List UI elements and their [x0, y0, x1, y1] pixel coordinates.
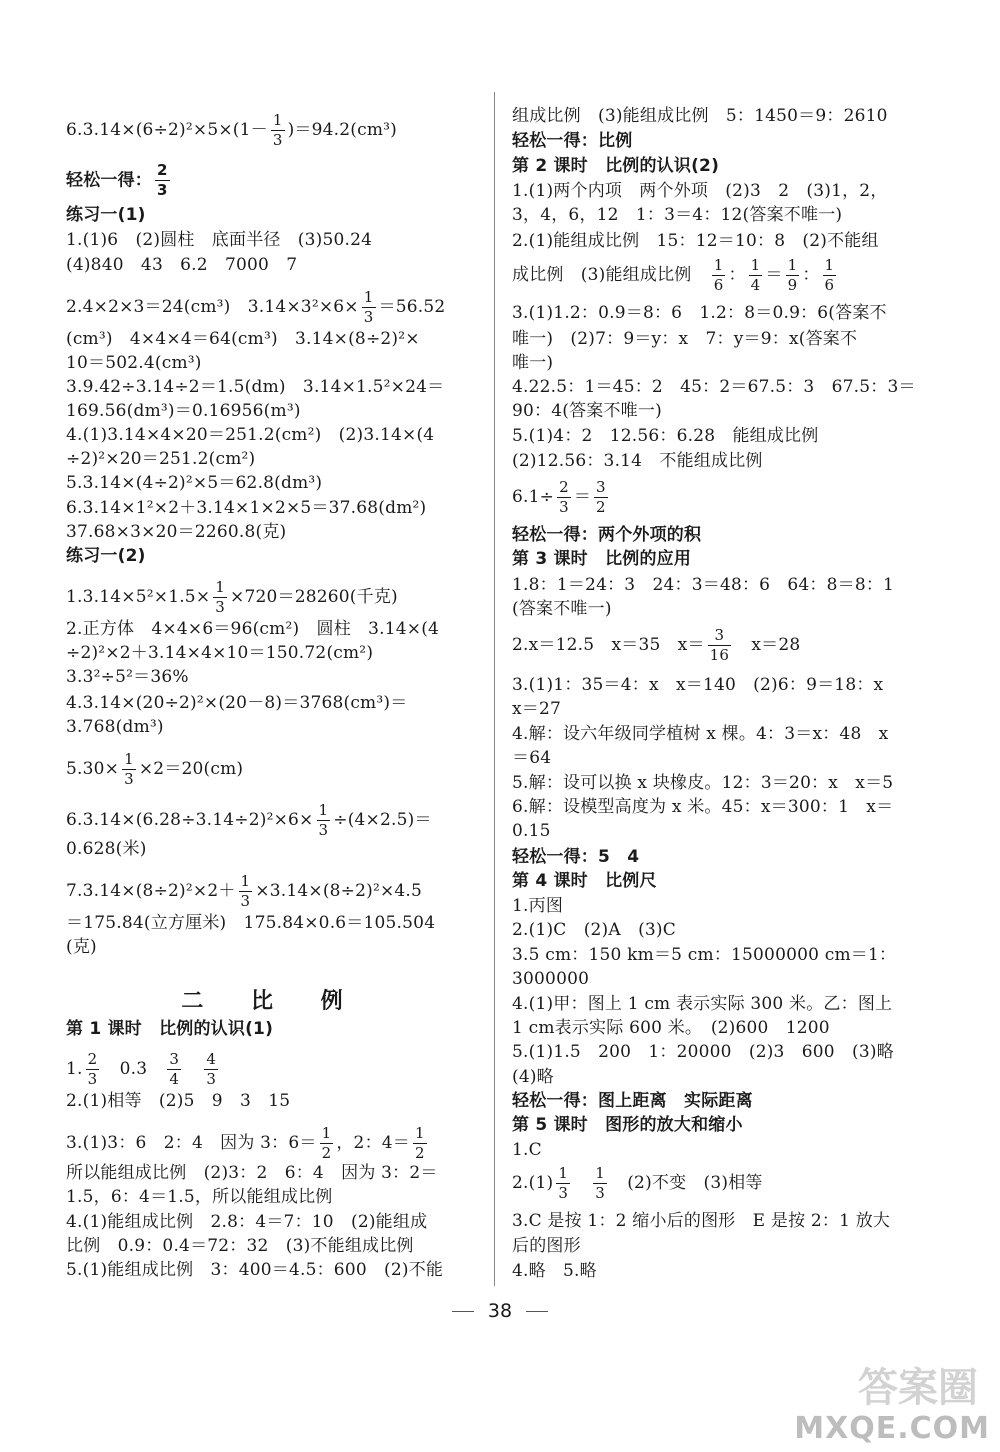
answer-line: 唯一) (2)7：9＝y：x 7：y＝9：x(答案不: [512, 329, 858, 349]
answer-line: 后的图形: [512, 1236, 581, 1256]
fraction: $\frac{2}{3}$: [157, 161, 168, 199]
bonus-line: 轻松一得：5 4: [512, 847, 640, 867]
answer-line: 3.(1)1：35＝4：x x＝140 (2)6：9＝18：x: [512, 675, 884, 695]
answer-line: 3.3²÷5²＝36%: [66, 667, 189, 687]
answer-line: 5.解：设可以换 x 块橡皮。12：3＝20：x x＝5: [512, 773, 894, 793]
answer-line: 1.8：1＝24：3 24：3＝48：6 64：8＝8：1: [512, 575, 895, 595]
watermark-logo: [790, 1356, 990, 1446]
left-line-1: 6.3.14×(6÷2)²×5×(1－ $\frac{1}{3}$ )＝94.2(cm³): [66, 111, 397, 149]
answer-line: 5.3.14×(4÷2)²×5＝62.8(dm³): [66, 473, 323, 493]
fraction: $\frac{3}{2}$: [596, 478, 606, 516]
answer-line: (cm³) 4×4×4＝64(cm³) 3.14×(8÷2)²×: [66, 329, 420, 349]
answer-line: ＝175.84(立方厘米) 175.84×0.6＝105.504: [66, 913, 436, 933]
column-divider: [494, 92, 495, 1286]
answer-line: 5.(1)1.5 200 1：20000 (2)3 600 (3)略: [512, 1042, 894, 1062]
answer-line: 2.(1) $\frac{1}{3}$ $\frac{1}{3}$ (2)不变 (3)相等: [512, 1164, 763, 1202]
answer-line: 唯一): [512, 353, 554, 373]
section-heading-exercise-1-2: 练习一(2): [66, 546, 146, 566]
fraction: $\frac{2}{3}$: [559, 478, 569, 516]
fraction: $\frac{1}{2}$: [321, 1124, 332, 1162]
answer-line: 1.(1)6 (2)圆柱 底面半径 (3)50.24: [66, 230, 373, 250]
answer-line: 4.解：设六年级同学植树 x 棵。4：3＝x：48 x: [512, 724, 889, 744]
answer-line: 2.x＝12.5 x＝35 x＝ $\frac{3}{16}$ x＝28: [512, 626, 801, 664]
answer-line: 5.30× $\frac{1}{3}$ ×2＝20(cm): [66, 750, 244, 788]
fraction: $\frac{3}{16}$: [709, 626, 730, 664]
fraction: $\frac{1}{3}$: [318, 801, 329, 839]
answer-line: 3.(1)3：6 2：4 因为 3：6＝ $\frac{1}{2}$ ，2：4＝ $\frac{1}{2}$: [66, 1124, 425, 1162]
lesson-heading: 第 1 课时 比例的认识(1): [66, 1019, 274, 1039]
answer-line: 3000000: [512, 969, 590, 989]
answer-line: 0.15: [512, 821, 551, 841]
answer-line: x＝27: [512, 699, 562, 719]
fraction: $\frac{1}{3}$: [215, 578, 226, 616]
answer-line: 1 cm表示实际 600 米。 (2)600 1200: [512, 1018, 830, 1038]
answer-line: 169.56(dm³)＝0.16956(m³): [66, 401, 301, 421]
answer-line: (4)略: [512, 1067, 554, 1087]
answer-line: 2.(1)能组成比例 15：12＝10：8 (2)不能组: [512, 231, 879, 251]
answer-line: 1.5，6：4＝1.5，所以能组成比例: [66, 1187, 333, 1207]
answer-line: 1.丙图: [512, 896, 564, 916]
fraction: $\frac{1}{6}$: [713, 256, 724, 294]
fraction: $\frac{1}{4}$: [750, 256, 761, 294]
answer-line: 37.68×3×20＝2260.8(克): [66, 522, 287, 542]
fraction: $\frac{2}{3}$: [87, 1050, 98, 1088]
answer-line: 2.4×2×3＝24(cm³) 3.14×3²×6× $\frac{1}{3}$ ＝56.52: [66, 288, 446, 326]
fraction: $\frac{4}{3}$: [206, 1050, 217, 1088]
page-number-dash: [452, 1311, 474, 1312]
answer-line: ÷2)²×2＋3.14×4×10＝150.72(cm²): [66, 643, 374, 663]
answer-line: 2.(1)相等 (2)5 9 3 15: [66, 1091, 291, 1111]
lesson-heading: 第 3 课时 比例的应用: [512, 549, 692, 569]
answer-line: (2)12.56：3.14 不能组成比例: [512, 451, 763, 471]
lesson-heading: 第 2 课时 比例的认识(2): [512, 156, 720, 176]
fraction: $\frac{3}{4}$: [169, 1050, 180, 1088]
answer-line: ＝64: [512, 748, 552, 768]
answer-line: 比例 0.9：0.4＝72：32 (3)不能组成比例: [66, 1236, 414, 1256]
fraction: $\frac{1}{3}$: [124, 750, 134, 788]
fraction: $\frac{1}{2}$: [415, 1124, 425, 1162]
fraction: $\frac{1}{3}$: [272, 111, 283, 149]
answer-line: 1.C: [512, 1140, 542, 1160]
fraction: $\frac{1}{3}$: [240, 872, 251, 910]
bonus-line: 轻松一得：两个外项的积: [512, 525, 702, 545]
answer-line: 所以能组成比例 (2)3：2 6：4 因为 3：2＝: [66, 1163, 438, 1183]
answer-line: 90：4(答案不唯一): [512, 401, 662, 421]
answer-line: 3.9.42÷3.14÷2＝1.5(dm) 3.14×1.5²×24＝: [66, 377, 445, 397]
answer-line: 4.(1)3.14×4×20＝251.2(cm²) (2)3.14×(4: [66, 425, 435, 445]
chapter-title: 二 比 例: [181, 989, 363, 1014]
answer-line: 3.5 cm：150 km＝5 cm：15000000 cm＝1：: [512, 945, 897, 965]
answer-line: 4.22.5：1＝45：2 45：2＝67.5：3 67.5：3＝: [512, 377, 916, 397]
bonus-line: 轻松一得：图上距离 实际距离: [512, 1091, 753, 1111]
fraction: $\frac{1}{3}$: [595, 1164, 606, 1202]
section-heading-exercise-1-1: 练习一(1): [66, 205, 146, 225]
answer-line: 4.(1)能组成比例 2.8：4＝7：10 (2)能组成: [66, 1212, 428, 1232]
fraction: $\frac{1}{3}$: [558, 1164, 569, 1202]
answer-line: 1.(1)两个内项 两个外项 (2)3 2 (3)1，2，: [512, 181, 888, 201]
answer-line: 6.解：设模型高度为 x 米。45：x＝300：1 x＝: [512, 797, 894, 817]
page-number-dash: [526, 1311, 548, 1312]
lesson-heading: 第 4 课时 比例尺: [512, 871, 657, 891]
watermark-url: MXQE.COM: [794, 1411, 990, 1446]
answer-line: 10＝502.4(cm³): [66, 353, 202, 373]
answer-line: 3.768(dm³): [66, 717, 164, 737]
bonus-line: 轻松一得：比例: [512, 131, 633, 151]
answer-line: 4.3.14×(20÷2)²×(20－8)＝3768(cm³)＝: [66, 693, 408, 713]
page-number: [0, 1300, 1000, 1322]
answer-line: 3.C 是按 1：2 缩小后的图形 E 是按 2：1 放大: [512, 1211, 891, 1231]
answer-line: 成比例 (3)能组成比例 $\frac{1}{6}$ ： $\frac{1}{4}$ ＝ $\frac{1}{9}$ ： $\frac{1}{6}$: [512, 256, 835, 294]
answer-line: 7.3.14×(8÷2)²×2＋ $\frac{1}{3}$ ×3.14×(8÷2)²×4.5: [66, 872, 423, 910]
answer-line: 2.正方体 4×4×6＝96(cm²) 圆柱 3.14×(4: [66, 619, 440, 639]
answer-line: (克): [66, 937, 97, 957]
answer-line: (4)840 43 6.2 7000 7: [66, 255, 298, 275]
answer-line: 3.(1)1.2：0.9＝8：6 1.2：8＝0.9：6(答案不: [512, 303, 887, 323]
answer-line: 2.(1)C (2)A (3)C: [512, 920, 676, 940]
fraction: $\frac{1}{6}$: [824, 256, 835, 294]
answer-line: 1.3.14×5²×1.5× $\frac{1}{3}$ ×720＝28260(千克): [66, 578, 398, 616]
lesson-heading: 第 5 课时 图形的放大和缩小: [512, 1115, 743, 1135]
left-bonus-heading: 轻松一得： $\frac{2}{3}$: [66, 161, 168, 199]
fraction: $\frac{1}{9}$: [787, 256, 798, 294]
answer-line: 组成比例 (3)能组成比例 5：1450＝9：2610: [512, 106, 888, 126]
answer-line: ÷2)²×20＝251.2(cm²): [66, 449, 256, 469]
page-number-text: 38: [487, 1300, 513, 1322]
answer-line: 6.3.14×1²×2＋3.14×1×2×5＝37.68(dm²): [66, 498, 427, 518]
answer-line: 5.(1)能组成比例 3：400＝4.5：600 (2)不能: [66, 1260, 444, 1280]
answer-line: 4.略 5.略: [512, 1261, 597, 1281]
answer-line: (答案不唯一): [512, 599, 612, 619]
answer-line: 6.1÷ $\frac{2}{3}$ ＝ $\frac{3}{2}$: [512, 478, 606, 516]
watermark-title: 答案圈: [858, 1365, 978, 1411]
answer-line: 0.628(米): [66, 839, 147, 859]
fraction: $\frac{1}{3}$: [363, 288, 374, 326]
answer-line: 3，4，6，12 1：3＝4：12(答案不唯一): [512, 205, 843, 225]
answer-line: 1. $\frac{2}{3}$ 0.3 $\frac{3}{4}$ $\frac{4}{3}$: [66, 1050, 217, 1088]
answer-line: 6.3.14×(6.28÷3.14÷2)²×6× $\frac{1}{3}$ ÷(4×2.5)＝: [66, 801, 432, 839]
answer-line: 4.(1)甲：图上 1 cm 表示实际 300 米。乙：图上: [512, 994, 893, 1014]
answer-line: 5.(1)4：2 12.56：6.28 能组成比例: [512, 426, 819, 446]
